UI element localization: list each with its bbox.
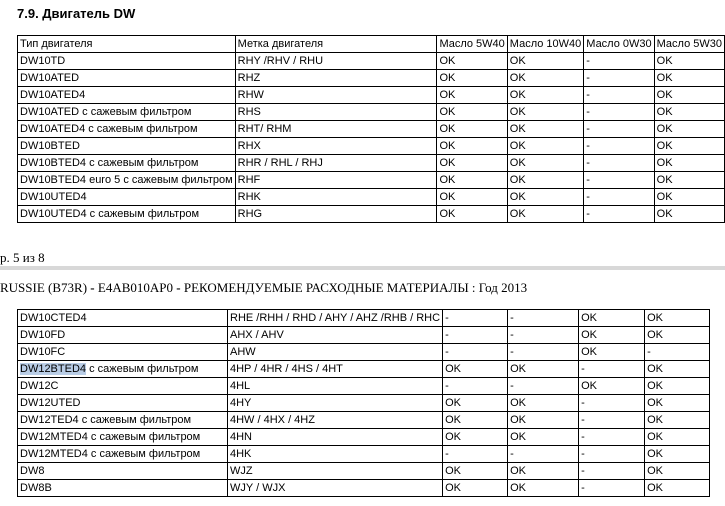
table-cell: OK <box>579 344 645 361</box>
table-cell: RHK <box>235 189 437 206</box>
table-cell: DW10BTED4 с сажевым фильтром <box>18 155 236 172</box>
table-row <box>18 429 710 446</box>
table-cell: OK <box>508 429 579 446</box>
table-cell: DW12MTED4 с сажевым фильтром <box>18 429 228 446</box>
table-cell: OK <box>645 395 710 412</box>
table-row <box>18 53 725 70</box>
table-row <box>18 327 710 344</box>
header-title: РЕКОМЕНДУЕМЫЕ РАСХОДНЫЕ МАТЕРИАЛЫ : Год 2013 <box>183 280 528 295</box>
table-cell: RHX <box>235 138 437 155</box>
table-cell: OK <box>437 189 507 206</box>
table-cell: - <box>645 344 710 361</box>
table-cell: OK <box>508 463 579 480</box>
table-cell: DW12BTED4 с сажевым фильтром <box>18 361 228 378</box>
search-highlight: DW12BTED4 <box>20 363 87 375</box>
table-cell: OK <box>645 327 710 344</box>
table-cell: 4HL <box>228 378 443 395</box>
table-row <box>18 87 725 104</box>
table-cell: - <box>443 327 508 344</box>
table-cell: - <box>508 446 579 463</box>
table-cell: OK <box>437 87 507 104</box>
header-row <box>18 36 725 53</box>
table-cell: RHF <box>235 172 437 189</box>
table-cell: - <box>508 344 579 361</box>
table-cell: - <box>579 429 645 446</box>
table-cell: OK <box>579 378 645 395</box>
table-cell: OK <box>645 429 710 446</box>
table-cell: - <box>579 395 645 412</box>
header-cell: Тип двигателя <box>18 36 236 53</box>
table-cell: - <box>443 310 508 327</box>
table-cell: OK <box>645 361 710 378</box>
table-cell: RHS <box>235 104 437 121</box>
table-row <box>18 121 725 138</box>
table-cell: OK <box>443 395 508 412</box>
table-cell: OK <box>507 70 583 87</box>
table-cell: OK <box>508 480 579 497</box>
table-row <box>18 463 710 480</box>
table-cell: OK <box>437 70 507 87</box>
section-title: 7.9. Двигатель DW <box>17 6 136 21</box>
table-cell: - <box>579 480 645 497</box>
table-cell: OK <box>437 155 507 172</box>
oil-table-2 <box>17 309 710 497</box>
table-cell: OK <box>437 206 507 223</box>
header-cell: Масло 0W30 <box>584 36 654 53</box>
table-row <box>18 310 710 327</box>
table-cell: OK <box>654 172 724 189</box>
table-cell: OK <box>654 87 724 104</box>
table-cell: - <box>584 87 654 104</box>
page-indicator: р. 5 из 8 <box>0 250 45 265</box>
table-cell: - <box>584 172 654 189</box>
table-cell: DW10ATED4 <box>18 87 236 104</box>
table-cell: OK <box>654 70 724 87</box>
table-cell: OK <box>645 446 710 463</box>
table-cell: DW12TED4 с сажевым фильтром <box>18 412 228 429</box>
table-cell: - <box>443 446 508 463</box>
table-cell: OK <box>654 121 724 138</box>
table-cell: WJY / WJX <box>228 480 443 497</box>
table-cell: DW10BTED4 euro 5 с сажевым фильтром <box>18 172 236 189</box>
table-cell: RHR / RHL / RHJ <box>235 155 437 172</box>
table-cell: DW8 <box>18 463 228 480</box>
header-cell: Масло 5W30 <box>654 36 724 53</box>
table-cell: DW10UTED4 <box>18 189 236 206</box>
table-cell: OK <box>507 155 583 172</box>
table-cell: RHZ <box>235 70 437 87</box>
table-cell: RHE /RHH / RHD / AHY / AHZ /RHB / RHC <box>228 310 443 327</box>
table-cell: - <box>584 138 654 155</box>
table-row <box>18 206 725 223</box>
table-row <box>18 395 710 412</box>
table-cell: WJZ <box>228 463 443 480</box>
header-separator: - <box>173 280 184 295</box>
table-cell: OK <box>443 480 508 497</box>
table-row <box>18 104 725 121</box>
table-cell: - <box>443 344 508 361</box>
table-cell: OK <box>437 121 507 138</box>
table-cell: - <box>508 378 579 395</box>
table-row <box>18 138 725 155</box>
table-cell: - <box>443 378 508 395</box>
header-prefix: RUSSIE (B73R) <box>0 280 88 295</box>
table-row <box>18 172 725 189</box>
table-cell: OK <box>443 361 508 378</box>
table-cell: OK <box>654 138 724 155</box>
table-cell: - <box>584 206 654 223</box>
table-cell: - <box>584 104 654 121</box>
table-cell: - <box>579 412 645 429</box>
table-cell: - <box>579 446 645 463</box>
header-code: E4AB010AP0 <box>97 280 174 295</box>
table-cell: OK <box>443 429 508 446</box>
table-cell: DW10ATED <box>18 70 236 87</box>
table-cell: DW10FD <box>18 327 228 344</box>
table-cell: OK <box>579 327 645 344</box>
table-cell: RHY /RHV / RHU <box>235 53 437 70</box>
table-row <box>18 344 710 361</box>
table-cell: OK <box>508 412 579 429</box>
table-cell: OK <box>508 361 579 378</box>
table-cell: OK <box>443 463 508 480</box>
table-cell: 4HW / 4HX / 4HZ <box>228 412 443 429</box>
table-cell: OK <box>507 104 583 121</box>
table-cell: 4HN <box>228 429 443 446</box>
page-separator <box>0 266 725 270</box>
table-cell: OK <box>654 206 724 223</box>
table-row <box>18 446 710 463</box>
table-cell: - <box>579 361 645 378</box>
table-cell: - <box>584 70 654 87</box>
table-cell: DW10ATED4 с сажевым фильтром <box>18 121 236 138</box>
table-cell: AHX / AHV <box>228 327 443 344</box>
oil-table-1 <box>17 35 725 223</box>
table-cell: OK <box>645 480 710 497</box>
table-cell: RHW <box>235 87 437 104</box>
table-cell: OK <box>507 206 583 223</box>
table-cell: OK <box>507 87 583 104</box>
table-cell: DW10BTED <box>18 138 236 155</box>
table-cell: DW10FC <box>18 344 228 361</box>
table-row <box>18 155 725 172</box>
table-cell: DW10ATED с сажевым фильтром <box>18 104 236 121</box>
table-row <box>18 70 725 87</box>
table-cell: - <box>584 155 654 172</box>
table-cell: OK <box>579 310 645 327</box>
table-cell: OK <box>645 412 710 429</box>
table-cell: OK <box>443 412 508 429</box>
table-cell: RHG <box>235 206 437 223</box>
table-cell: - <box>508 327 579 344</box>
table-cell: OK <box>508 395 579 412</box>
header-cell: Масло 5W40 <box>437 36 507 53</box>
table-cell: OK <box>645 378 710 395</box>
table-row <box>18 361 710 378</box>
table-cell: OK <box>507 172 583 189</box>
table-cell: OK <box>437 138 507 155</box>
table-cell: - <box>584 121 654 138</box>
table-cell: DW12C <box>18 378 228 395</box>
table-cell: AHW <box>228 344 443 361</box>
header-cell: Масло 10W40 <box>507 36 583 53</box>
table-cell: 4HP / 4HR / 4HS / 4HT <box>228 361 443 378</box>
table-cell: OK <box>507 138 583 155</box>
table-cell: OK <box>654 104 724 121</box>
table-cell: OK <box>645 310 710 327</box>
table-cell: DW10UTED4 с сажевым фильтром <box>18 206 236 223</box>
table-cell: OK <box>654 155 724 172</box>
table-cell: - <box>508 310 579 327</box>
header-cell: Метка двигателя <box>235 36 437 53</box>
table-cell: - <box>579 463 645 480</box>
table-cell: - <box>584 189 654 206</box>
table-cell: OK <box>437 104 507 121</box>
table-cell: - <box>584 53 654 70</box>
table-cell: OK <box>507 189 583 206</box>
table-cell: DW8B <box>18 480 228 497</box>
header-separator: - <box>87 280 98 295</box>
table-cell: OK <box>645 463 710 480</box>
table-cell: DW12UTED <box>18 395 228 412</box>
table-row <box>18 189 725 206</box>
table-row <box>18 480 710 497</box>
table-cell: OK <box>437 53 507 70</box>
table-cell: 4HK <box>228 446 443 463</box>
table-cell: OK <box>654 53 724 70</box>
table-cell: DW12MTED4 с сажевым фильтром <box>18 446 228 463</box>
table-cell: DW10CTED4 <box>18 310 228 327</box>
table-cell: DW10TD <box>18 53 236 70</box>
table-cell: OK <box>507 53 583 70</box>
table-row <box>18 412 710 429</box>
table-cell: 4HY <box>228 395 443 412</box>
table-cell: OK <box>437 172 507 189</box>
table-cell: OK <box>507 121 583 138</box>
table-cell: RHT/ RHM <box>235 121 437 138</box>
document-header <box>0 280 725 296</box>
table-cell: OK <box>654 189 724 206</box>
table-row <box>18 378 710 395</box>
